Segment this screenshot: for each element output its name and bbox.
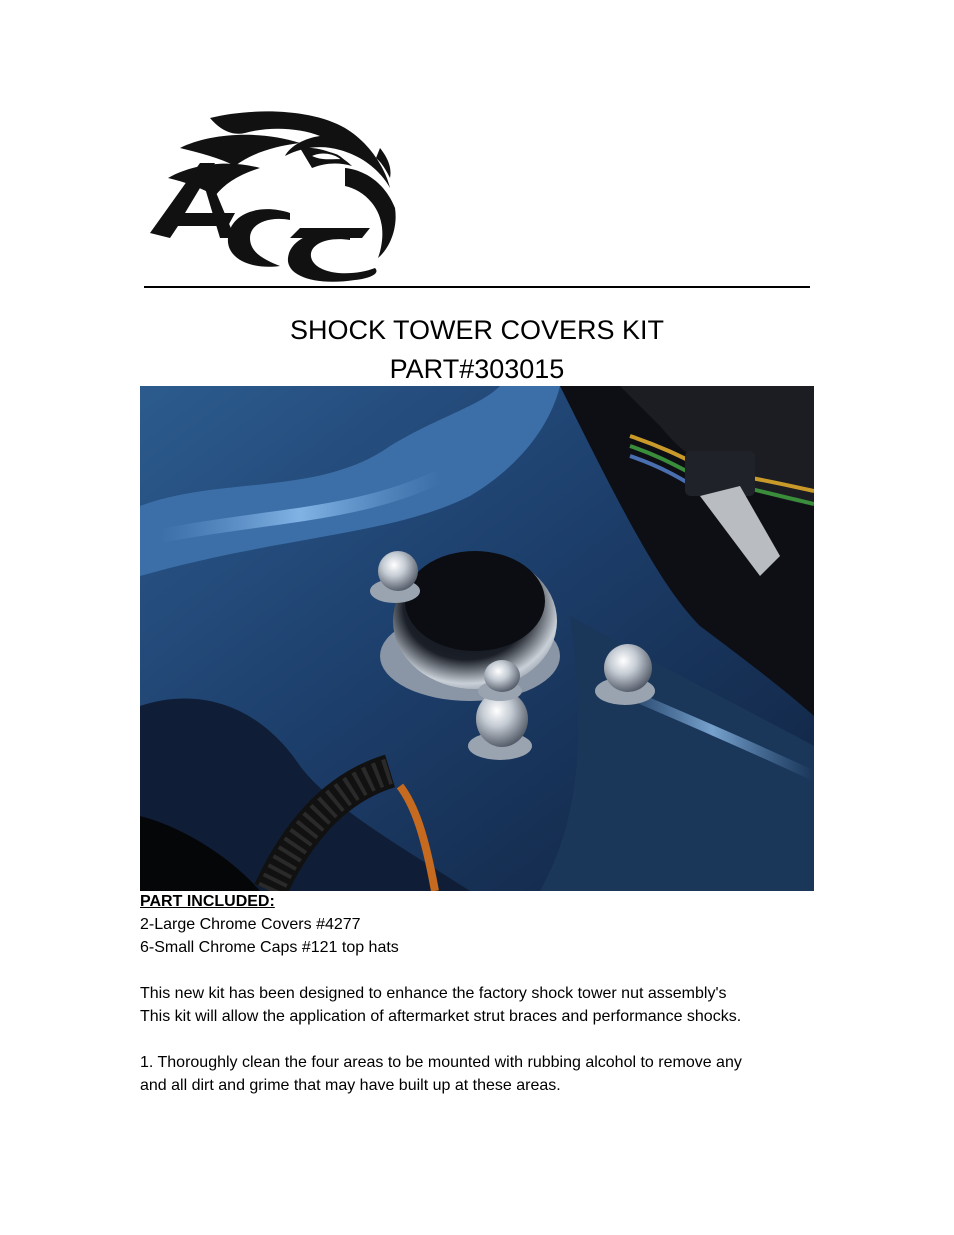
description-line: This kit will allow the application of aftermarket strut braces and performance shocks. (140, 1008, 742, 1025)
part-item: 6-Small Chrome Caps #121 top hats (140, 939, 399, 956)
description-line: This new kit has been designed to enhance the factory shock tower nut assembly's (140, 985, 727, 1002)
document-body (140, 890, 830, 1097)
part-number: PART#303015 (389, 354, 565, 384)
part-item: 2-Large Chrome Covers #4277 (140, 916, 361, 933)
header-divider (144, 286, 810, 288)
instruction-line: 1. Thoroughly clean the four areas to be mounted with rubbing alcohol to remove any (140, 1054, 742, 1071)
product-photo (140, 386, 814, 891)
instruction-line: and all dirt and grime that may have built up at these areas. (140, 1077, 561, 1094)
parts-heading: PART INCLUDED: (140, 893, 275, 910)
page-title: SHOCK TOWER COVERS KIT (289, 315, 665, 345)
company-logo (140, 108, 410, 288)
